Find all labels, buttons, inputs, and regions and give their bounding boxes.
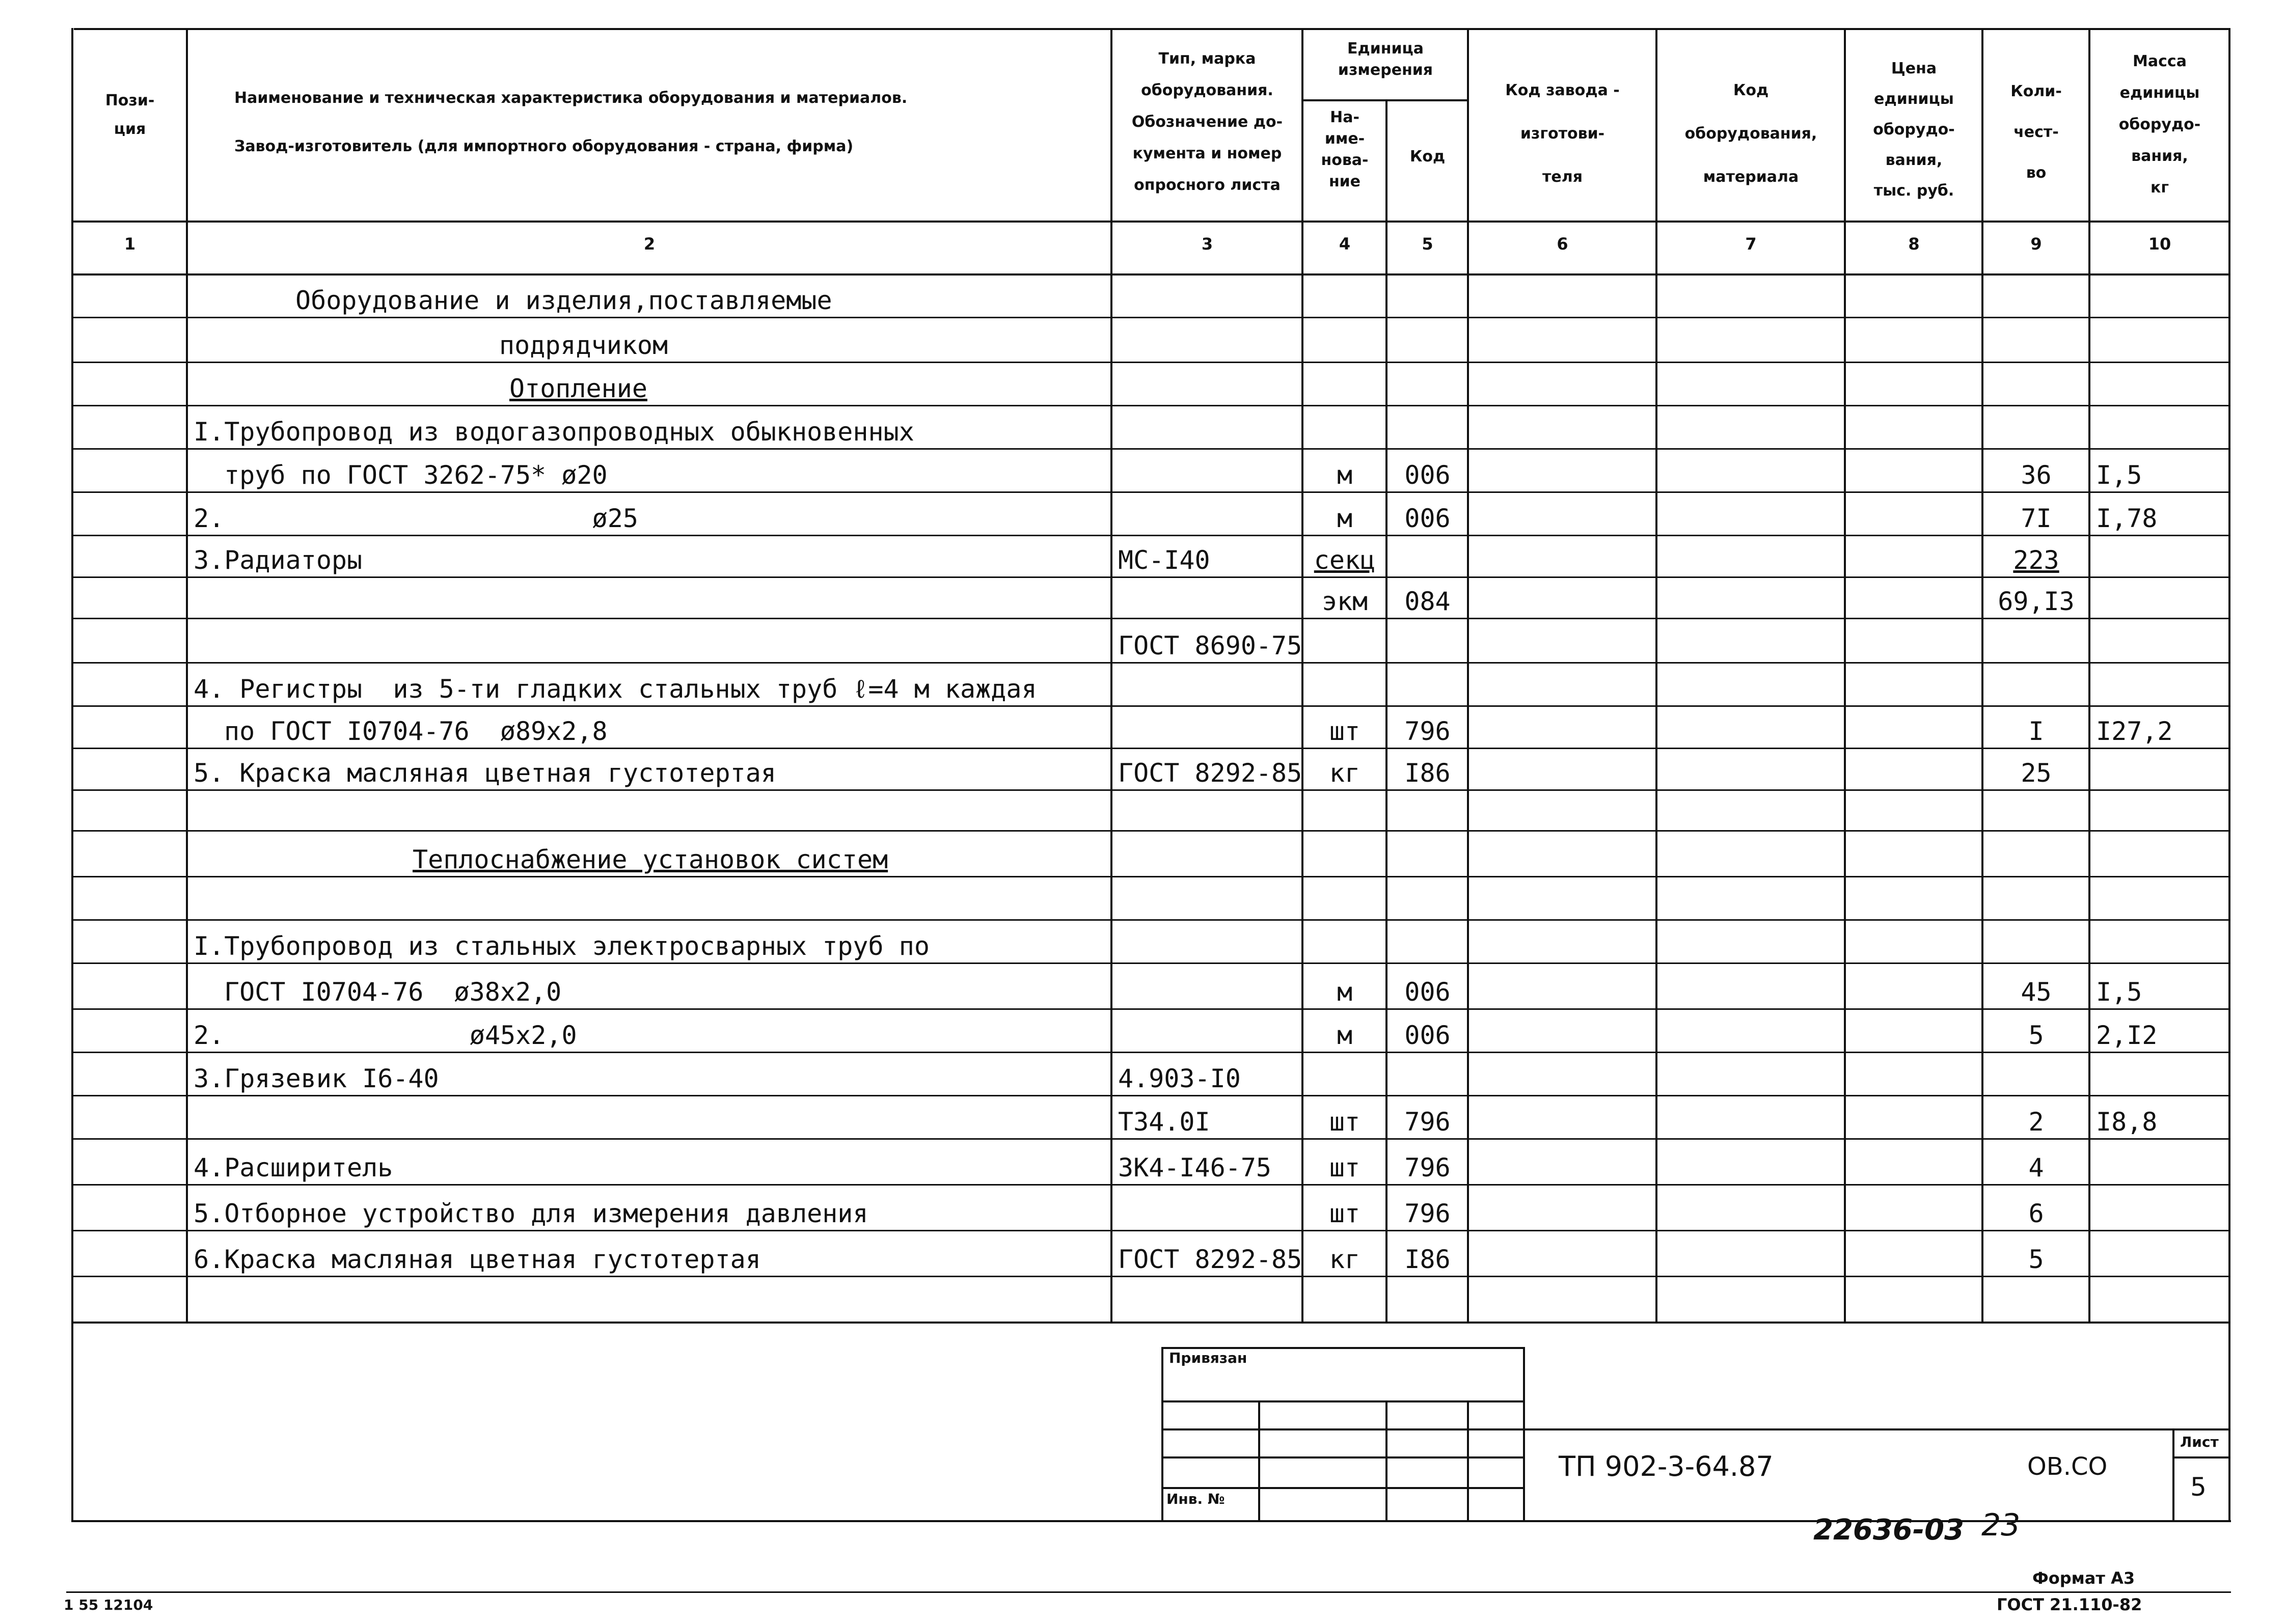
cell-type: МС-I40 bbox=[1118, 545, 1210, 575]
cell-mass: 2,I2 bbox=[2096, 1021, 2158, 1050]
cell-code: I86 bbox=[1404, 1245, 1451, 1274]
cell-qty: 223 bbox=[2013, 545, 2059, 575]
cell-name: 2. ø25 bbox=[194, 504, 638, 533]
table-row bbox=[0, 1184, 2286, 1230]
header-quantity: Коли- чест- во bbox=[2010, 82, 2062, 182]
archive-number: 22636-03 bbox=[1813, 1513, 1964, 1547]
cell-mass: I,78 bbox=[2096, 504, 2158, 533]
cell-unit: шт bbox=[1329, 1153, 1360, 1182]
stamp-left-line bbox=[1161, 1347, 1163, 1520]
cell-unit: кг bbox=[1329, 758, 1360, 788]
cell-type: ГОСТ 8292-85 bbox=[1118, 758, 1302, 788]
cell-name: I.Трубопровод из стальных электросварных труб по bbox=[194, 931, 930, 961]
cell-name: 3.Радиаторы bbox=[194, 545, 363, 575]
stamp-col-2 bbox=[1385, 1400, 1387, 1520]
cell-name: 4.Расширитель bbox=[194, 1153, 393, 1182]
colnum-10: 10 bbox=[2148, 234, 2171, 254]
colnum-3: 3 bbox=[1201, 234, 1213, 254]
cell-qty: 36 bbox=[2021, 460, 2052, 490]
cell-qty: 5 bbox=[2028, 1021, 2044, 1050]
cell-name: Теплоснабжение установок систем bbox=[413, 845, 888, 874]
table-row bbox=[0, 405, 2286, 448]
cell-qty: 6 bbox=[2028, 1199, 2044, 1228]
table-row bbox=[0, 705, 2286, 748]
cell-unit: шт bbox=[1329, 1199, 1360, 1228]
stamp-top-line bbox=[1161, 1347, 1523, 1349]
cell-code: 796 bbox=[1404, 1199, 1451, 1228]
bottom-rule bbox=[66, 1591, 2231, 1593]
cell-name: по ГОСТ I0704-76 ø89х2,8 bbox=[224, 717, 608, 746]
table-row bbox=[0, 1095, 2286, 1138]
cell-unit: м bbox=[1337, 504, 1353, 533]
cell-unit: экм bbox=[1321, 587, 1368, 616]
header-mass: Масса единицы оборудо- вания, кг bbox=[2118, 52, 2201, 197]
format-label: Формат А3 bbox=[2032, 1568, 2135, 1588]
table-row bbox=[0, 962, 2286, 1008]
header-position: Пози- ция bbox=[105, 92, 155, 138]
cell-unit: шт bbox=[1329, 1107, 1360, 1137]
table-row bbox=[0, 662, 2286, 705]
stamp-sheet-line bbox=[2172, 1428, 2174, 1520]
header-type: Тип, марка оборудования. Обозначение до- кумента и номер опросного листа bbox=[1131, 50, 1283, 194]
header-equipment-code: Код оборудования, материала bbox=[1684, 81, 1817, 186]
table-row bbox=[0, 1008, 2286, 1052]
table-row bbox=[0, 789, 2286, 830]
cell-code: 006 bbox=[1404, 977, 1451, 1007]
stamp-sheet-divider bbox=[2172, 1456, 2228, 1458]
cell-qty: I bbox=[2028, 717, 2044, 746]
header-unit-code: Код bbox=[1409, 148, 1446, 166]
cell-qty: 69,I3 bbox=[1998, 587, 2075, 616]
cell-name: 5.Отборное устройство для измерения давления bbox=[194, 1199, 868, 1228]
stamp-col-1 bbox=[1258, 1400, 1260, 1520]
colnum-6: 6 bbox=[1557, 234, 1568, 254]
cell-name: 5. Краска масляная цветная густотертая bbox=[194, 758, 776, 788]
table-row bbox=[0, 618, 2286, 662]
cell-name: 2. ø45х2,0 bbox=[194, 1021, 577, 1050]
cell-qty: 2 bbox=[2028, 1107, 2044, 1137]
colnum-5: 5 bbox=[1422, 234, 1433, 254]
colnum-4: 4 bbox=[1339, 234, 1351, 254]
header-unit-name: На- име- нова- ние bbox=[1321, 108, 1369, 190]
table-row bbox=[0, 748, 2286, 789]
cell-name: Оборудование и изделия,поставляемые bbox=[295, 286, 832, 315]
colnum-1: 1 bbox=[124, 234, 136, 254]
cell-unit: шт bbox=[1329, 717, 1360, 746]
stamp-section: ОВ.СО bbox=[2027, 1452, 2108, 1481]
cell-unit: м bbox=[1337, 977, 1353, 1007]
unit-group-line bbox=[1301, 99, 1467, 101]
table-row bbox=[0, 1052, 2286, 1095]
stamp-inv: Инв. № bbox=[1166, 1491, 1225, 1507]
table-row bbox=[0, 830, 2286, 876]
stamp-doc-code: ТП 902-3-64.87 bbox=[1559, 1450, 1774, 1482]
cell-qty: 7I bbox=[2021, 504, 2052, 533]
table-row bbox=[0, 1230, 2286, 1276]
table-row bbox=[0, 919, 2286, 962]
cell-code: 084 bbox=[1404, 587, 1451, 616]
cell-type: ГОСТ 8292-85 bbox=[1118, 1245, 1302, 1274]
stamp-code-top-line bbox=[1523, 1428, 2228, 1430]
colnum-8: 8 bbox=[1908, 234, 1920, 254]
table-row bbox=[0, 448, 2286, 491]
header-unit-group: Единица измерения bbox=[1338, 40, 1433, 79]
table-row bbox=[0, 576, 2286, 618]
cell-name: Отопление bbox=[509, 374, 647, 403]
cell-code: 796 bbox=[1404, 717, 1451, 746]
colnum-7: 7 bbox=[1745, 234, 1757, 254]
colnum-2: 2 bbox=[643, 234, 656, 254]
stamp-sheet-number: 5 bbox=[2190, 1472, 2207, 1502]
table-row bbox=[0, 1138, 2286, 1184]
stamp-col-3 bbox=[1467, 1400, 1469, 1520]
cell-name: I.Трубопровод из водогазопроводных обыкновенных bbox=[194, 417, 914, 447]
table-row bbox=[0, 491, 2286, 535]
cell-type: ГОСТ 8690-75 bbox=[1118, 631, 1302, 660]
cell-type: 3К4-I46-75 bbox=[1118, 1153, 1272, 1182]
stamp-privyazan: Привязан bbox=[1169, 1350, 1247, 1366]
archive-page: 23 bbox=[1981, 1507, 2021, 1543]
cell-name: 4. Регистры из 5-ти гладких стальных труб ℓ=4 м каждая bbox=[194, 674, 1037, 704]
cell-qty: 5 bbox=[2028, 1245, 2044, 1274]
stamp-inner-right-line bbox=[1523, 1347, 1525, 1520]
table-row bbox=[0, 535, 2286, 576]
cell-code: 796 bbox=[1404, 1153, 1451, 1182]
table-row bbox=[0, 876, 2286, 919]
cell-code: 796 bbox=[1404, 1107, 1451, 1137]
cell-name: подрядчиком bbox=[499, 331, 668, 360]
cell-code: 006 bbox=[1404, 460, 1451, 490]
cell-type: 4.903-I0 bbox=[1118, 1064, 1241, 1093]
header-factory-code: Код завода - изготови- теля bbox=[1505, 81, 1620, 186]
cell-qty: 4 bbox=[2028, 1153, 2044, 1182]
cell-name: 6.Краска масляная цветная густотертая bbox=[194, 1245, 761, 1274]
cell-mass: I27,2 bbox=[2096, 717, 2173, 746]
header-bottom-line bbox=[71, 221, 2228, 223]
cell-unit: м bbox=[1337, 1021, 1353, 1050]
cell-unit: кг bbox=[1329, 1245, 1360, 1274]
cell-name: труб по ГОСТ 3262-75* ø20 bbox=[224, 460, 608, 490]
header-name: Наименование и техническая характеристика оборудования и материалов. Завод-изготовитель (для импортного оборудования - страна, фирма) bbox=[234, 89, 908, 155]
corner-code: 1 55 12104 bbox=[64, 1597, 153, 1613]
cell-name: 3.Грязевик I6-40 bbox=[194, 1064, 439, 1093]
frame-top-border bbox=[74, 28, 2228, 30]
cell-code: I86 bbox=[1404, 758, 1451, 788]
cell-qty: 25 bbox=[2021, 758, 2052, 788]
cell-qty: 45 bbox=[2021, 977, 2052, 1007]
cell-type: Т34.0I bbox=[1118, 1107, 1210, 1137]
stamp-sheet-label: Лист bbox=[2180, 1434, 2219, 1450]
header-price: Цена единицы оборудо- вания, тыс. руб. bbox=[1873, 60, 1955, 200]
cell-name: ГОСТ I0704-76 ø38х2,0 bbox=[224, 977, 562, 1007]
table-row bbox=[0, 273, 2286, 317]
colnum-9: 9 bbox=[2030, 234, 2042, 254]
cell-mass: I,5 bbox=[2096, 977, 2142, 1007]
cell-code: 006 bbox=[1404, 1021, 1451, 1050]
cell-code: 006 bbox=[1404, 504, 1451, 533]
table-row bbox=[0, 1276, 2286, 1322]
cell-unit: секц bbox=[1314, 545, 1376, 575]
cell-mass: I8,8 bbox=[2096, 1107, 2158, 1137]
table-bottom-line bbox=[71, 1322, 2228, 1324]
table-row bbox=[0, 362, 2286, 405]
table-row bbox=[0, 317, 2286, 362]
cell-mass: I,5 bbox=[2096, 460, 2142, 490]
cell-unit: м bbox=[1337, 460, 1353, 490]
gost-frame-label: ГОСТ 21.110-82 bbox=[1997, 1595, 2142, 1614]
